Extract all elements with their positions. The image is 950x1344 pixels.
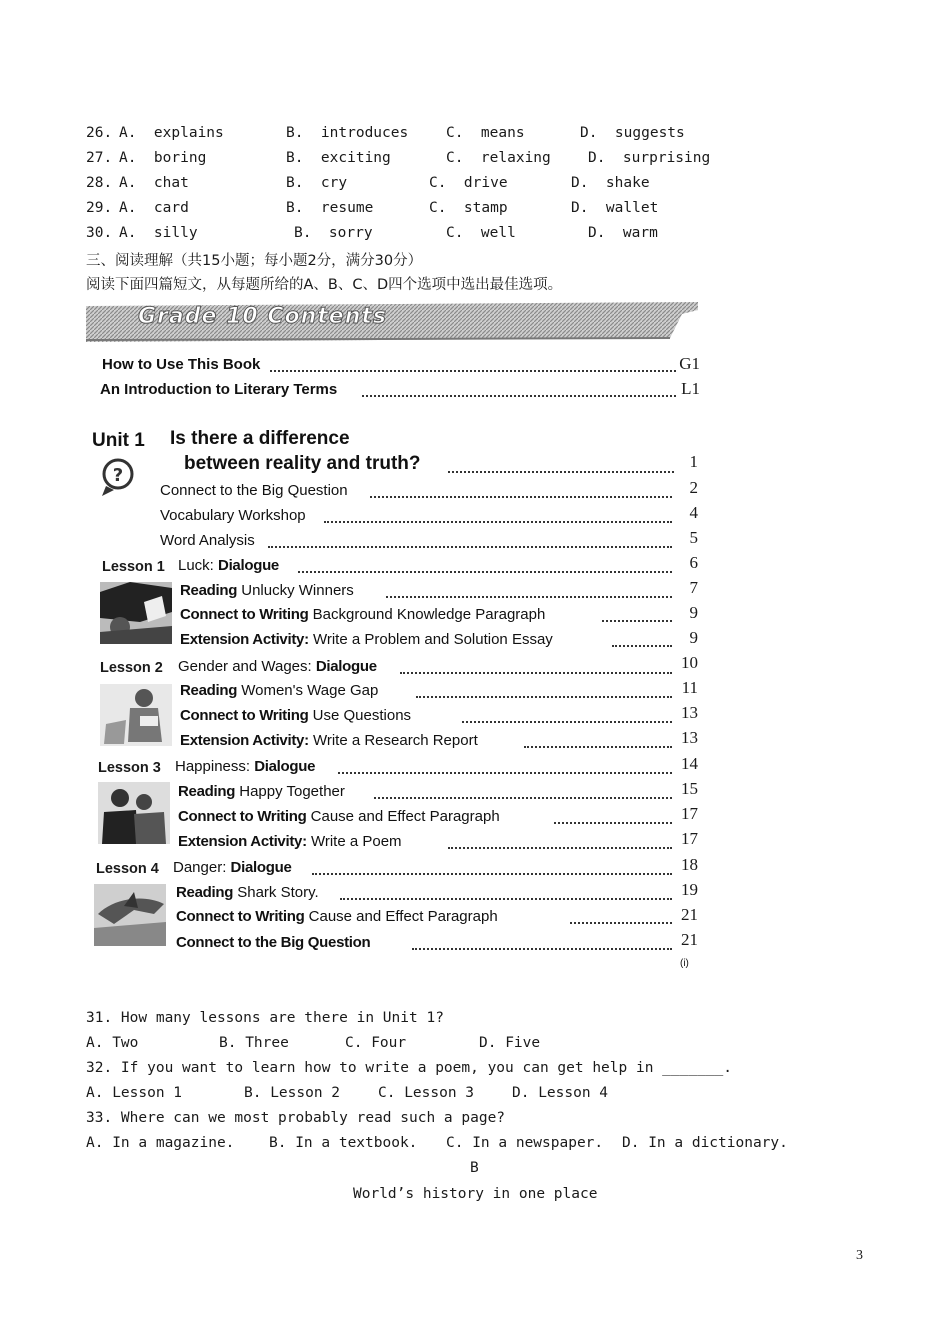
toc-page-number: 17 <box>681 829 698 848</box>
toc-entry <box>180 582 354 599</box>
option-a: A. silly <box>119 225 198 241</box>
leader-dots <box>324 521 672 523</box>
option-d: D. wallet <box>571 200 659 216</box>
toc-entry-label: Vocabulary Workshop <box>160 507 306 524</box>
option-a: A. In a magazine. <box>86 1135 235 1151</box>
option-d: D. Lesson 4 <box>512 1085 609 1101</box>
leader-dots <box>602 620 672 622</box>
entry-title: Women's Wage Gap <box>237 682 379 699</box>
entry-title: Write a Research Report <box>308 732 478 749</box>
entry-title: Unlucky Winners <box>237 582 354 599</box>
connect-to-writing-label: Connect to Writing <box>176 908 305 925</box>
extension-activity-label: Extension Activity: <box>180 732 309 749</box>
leader-dots <box>524 746 672 748</box>
lesson-topic: Danger: <box>173 859 231 876</box>
toc-page-number: 15 <box>681 779 698 798</box>
question-number: 28. <box>86 175 113 191</box>
leader-dots <box>612 645 672 647</box>
mcq-row <box>86 125 786 147</box>
option-b: B. Three <box>219 1035 289 1051</box>
reading-label: Reading <box>178 783 236 800</box>
lesson-label: Lesson 2 <box>100 660 163 676</box>
question-stem: 32. If you want to learn how to write a poem, you can get help in _______. <box>86 1060 733 1076</box>
mcq-row <box>86 175 786 197</box>
leader-dots <box>268 546 672 548</box>
reading-instructions: 阅读下面四篇短文，从每题所给的A、B、C、D四个选项中选出最佳选项。 <box>86 277 563 293</box>
entry-title: Shark Story. <box>233 884 319 901</box>
option-b: B. cry <box>286 175 348 191</box>
unit-label: Unit 1 <box>92 430 145 451</box>
toc-entry <box>173 859 292 876</box>
toc-entry <box>178 658 377 675</box>
option-c: C. stamp <box>429 200 508 216</box>
mcq-row <box>86 225 786 247</box>
option-a: A. chat <box>119 175 189 191</box>
connect-to-writing-label: Connect to Writing <box>178 808 307 825</box>
entry-title: Write a Problem and Solution Essay <box>308 631 553 648</box>
unit-title-line1: Is there a difference <box>170 428 350 449</box>
toc-entry-label: How to Use This Book <box>102 356 261 373</box>
option-c: C. means <box>446 125 525 141</box>
toc-entry <box>180 631 553 648</box>
option-b: B. exciting <box>286 150 391 166</box>
toc-entry-label: Connect to the Big Question <box>160 482 348 499</box>
toc-page-number: 7 <box>689 578 698 597</box>
lesson-2-photo <box>100 684 172 746</box>
toc-page-number: 21 <box>681 905 698 924</box>
question-number: 26. <box>86 125 113 141</box>
question-stem: 33. Where can we most probably read such a page? <box>86 1110 506 1126</box>
mcq-row <box>86 200 786 222</box>
entry-title: Cause and Effect Paragraph <box>304 908 498 925</box>
lesson-label: Lesson 4 <box>96 861 159 877</box>
entry-title: Happy Together <box>235 783 345 800</box>
option-b: B. introduces <box>286 125 409 141</box>
leader-dots <box>362 395 676 397</box>
option-d: D. shake <box>571 175 650 191</box>
toc-entry <box>180 732 478 749</box>
toc-page-number: 14 <box>681 754 698 773</box>
unit-title-line2: between reality and truth? <box>184 453 421 474</box>
lesson-label: Lesson 3 <box>98 760 161 776</box>
option-d: D. In a dictionary. <box>622 1135 788 1151</box>
lesson-4-photo <box>94 884 166 946</box>
toc-entry <box>178 783 345 800</box>
toc-page-number: 9 <box>689 628 698 647</box>
question-number: 27. <box>86 150 113 166</box>
mcq-row <box>86 150 786 172</box>
toc-page-number: 9 <box>689 603 698 622</box>
option-b: B. Lesson 2 <box>244 1085 341 1101</box>
leader-dots <box>400 672 672 674</box>
extension-activity-label: Extension Activity: <box>180 631 309 648</box>
option-c: C. Four <box>345 1035 407 1051</box>
toc-page-number: 2 <box>689 478 698 497</box>
toc-page-number: 17 <box>681 804 698 823</box>
option-a: A. card <box>119 200 189 216</box>
leader-dots <box>554 822 672 824</box>
entry-title: Cause and Effect Paragraph <box>306 808 500 825</box>
option-d: D. suggests <box>580 125 685 141</box>
toc-page-number: 13 <box>681 703 698 722</box>
lesson-topic: Gender and Wages: <box>178 658 316 675</box>
leader-dots <box>570 922 672 924</box>
toc-entry <box>180 682 378 699</box>
leader-dots <box>374 797 672 799</box>
toc-entry <box>178 808 500 825</box>
toc-entry <box>176 908 498 925</box>
option-c: C. Lesson 3 <box>378 1085 475 1101</box>
entry-title: Write a Poem <box>306 833 402 850</box>
toc-entry <box>175 758 315 775</box>
toc-page-number: 18 <box>681 855 698 874</box>
toc-page-number: 10 <box>681 653 698 672</box>
lesson-topic: Happiness: <box>175 758 255 775</box>
leader-dots <box>448 847 672 849</box>
leader-dots <box>416 696 672 698</box>
toc-page-number: 13 <box>681 728 698 747</box>
option-b: B. sorry <box>294 225 373 241</box>
toc-page-number: 11 <box>681 678 698 697</box>
option-a: A. explains <box>119 125 224 141</box>
option-d: D. surprising <box>588 150 711 166</box>
toc-page-number: 5 <box>689 528 698 547</box>
option-b: B. resume <box>286 200 374 216</box>
toc-page-number: 1 <box>689 452 698 471</box>
toc-entry <box>176 934 370 951</box>
toc-page-number: 21 <box>681 930 698 949</box>
leader-dots <box>298 571 672 573</box>
contents-banner-title: Grade 10 Contents <box>138 304 387 329</box>
leader-dots <box>340 898 672 900</box>
lesson-label: Lesson 1 <box>102 559 165 575</box>
page-number: 3 <box>856 1248 863 1263</box>
option-d: D. warm <box>588 225 658 241</box>
leader-dots <box>270 370 676 372</box>
leader-dots <box>312 873 672 875</box>
toc-page-number: 4 <box>689 503 698 522</box>
option-b: B. In a textbook. <box>269 1135 418 1151</box>
toc-page-number: L1 <box>681 379 700 398</box>
leader-dots <box>338 772 672 774</box>
option-c: C. In a newspaper. <box>446 1135 604 1151</box>
entry-title: Use Questions <box>308 707 412 724</box>
toc-page-number: 6 <box>689 553 698 572</box>
section-heading: 三、阅读理解（共15小题；每小题2分，满分30分） <box>86 253 423 269</box>
connect-to-writing-label: Connect to Writing <box>180 707 309 724</box>
leader-dots <box>412 948 672 950</box>
connect-to-writing-label: Connect to Writing <box>180 606 309 623</box>
option-d: D. Five <box>479 1035 541 1051</box>
toc-entry <box>176 884 319 901</box>
toc-entry-label: Word Analysis <box>160 532 255 549</box>
option-c: C. relaxing <box>446 150 551 166</box>
dialogue-label: Dialogue <box>230 859 292 876</box>
entry-title: Background Knowledge Paragraph <box>308 606 546 623</box>
toc-entry <box>180 707 411 724</box>
option-a: A. boring <box>119 150 207 166</box>
extension-activity-label: Extension Activity: <box>178 833 307 850</box>
dialogue-label: Dialogue <box>254 758 316 775</box>
reading-label: Reading <box>180 582 238 599</box>
passage-title: World’s history in one place <box>353 1186 598 1202</box>
option-c: C. well <box>446 225 516 241</box>
lesson-3-photo <box>98 782 170 844</box>
lesson-topic: Luck: <box>178 557 219 574</box>
leader-dots <box>370 496 672 498</box>
lesson-1-photo <box>100 582 172 644</box>
toc-entry <box>178 557 279 574</box>
toc-entry <box>180 606 545 623</box>
passage-letter: B <box>470 1160 479 1176</box>
question-number: 29. <box>86 200 113 216</box>
option-c: C. drive <box>429 175 508 191</box>
reading-label: Reading <box>180 682 238 699</box>
big-question-label: Connect to the Big Question <box>176 934 371 951</box>
question-stem: 31. How many lessons are there in Unit 1? <box>86 1010 444 1026</box>
leader-dots <box>448 471 674 473</box>
toc-page-number: 19 <box>681 880 698 899</box>
svg-text:?: ? <box>112 465 124 486</box>
toc-entry <box>178 833 402 850</box>
leader-dots <box>386 596 672 598</box>
toc-entry-label: An Introduction to Literary Terms <box>100 381 338 398</box>
toc-page-number: G1 <box>679 354 700 373</box>
option-a: A. Two <box>86 1035 139 1051</box>
leader-dots <box>462 721 672 723</box>
reading-label: Reading <box>176 884 234 901</box>
contents-page-image <box>86 296 702 976</box>
question-number: 30. <box>86 225 113 241</box>
contents-corner-page: (i) <box>680 958 689 969</box>
big-question-icon <box>96 456 140 500</box>
dialogue-label: Dialogue <box>218 557 279 574</box>
option-a: A. Lesson 1 <box>86 1085 183 1101</box>
dialogue-label: Dialogue <box>315 658 377 675</box>
